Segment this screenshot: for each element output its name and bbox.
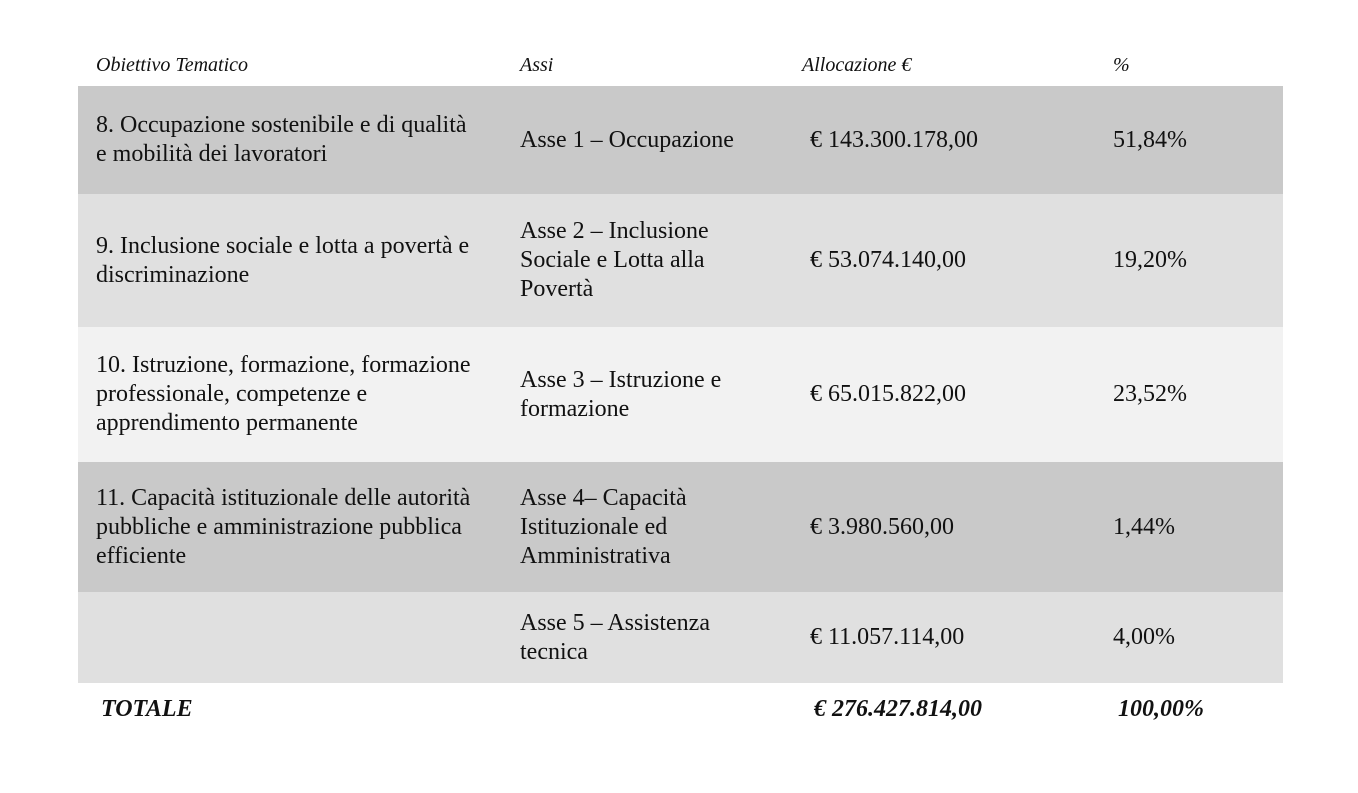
axis-cell: Asse 5 – Assistenza tecnica xyxy=(520,609,710,665)
allocation-cell: € 65.015.822,00 xyxy=(810,381,966,407)
percent-cell: 51,84% xyxy=(1113,126,1187,153)
axis-cell: Asse 3 – Istruzione e formazione xyxy=(520,366,722,422)
percent-cell: 19,20% xyxy=(1113,247,1187,273)
percent-cell: 4,00% xyxy=(1113,624,1175,650)
header-axes: Assi xyxy=(520,53,554,76)
table-row xyxy=(78,194,1283,327)
objective-cell: 9. Inclusione sociale e lotta a povertà e discriminazione xyxy=(96,232,470,288)
allocation-cell: € 3.980.560,00 xyxy=(810,513,954,540)
percent-cell: 1,44% xyxy=(1113,513,1175,540)
table-row xyxy=(78,592,1283,683)
total-row xyxy=(78,683,1283,735)
allocation-cell: € 11.057.114,00 xyxy=(810,624,965,650)
axis-cell: Asse 1 – Occupazione xyxy=(520,126,734,153)
header-allocation: Allocazione € xyxy=(802,53,912,76)
percent-cell: 23,52% xyxy=(1113,381,1187,407)
total-label: TOTALE xyxy=(101,695,193,722)
axis-cell: Asse 2 – Inclusione Sociale e Lotta alla Povertà xyxy=(520,218,709,302)
header-percent: % xyxy=(1113,53,1130,76)
allocation-table xyxy=(78,44,1283,735)
objective-cell: 11. Capacità istituzionale delle autorità pubbliche e amministrazione pubblica efficiente xyxy=(96,484,471,569)
header-objective: Obiettivo Tematico xyxy=(96,53,249,76)
table-row xyxy=(78,327,1283,462)
objective-cell: 8. Occupazione sostenibile e di qualità e mobilità dei lavoratori xyxy=(96,112,467,167)
axis-cell: Asse 4– Capacità Istituzionale ed Amministrativa xyxy=(520,484,687,569)
allocation-cell: € 53.074.140,00 xyxy=(810,247,966,273)
table-row xyxy=(78,462,1283,592)
objective-cell: 10. Istruzione, formazione, formazione professionale, competenze e apprendimento permanente xyxy=(96,352,471,436)
table-header-row xyxy=(78,44,1283,86)
total-percent: 100,00% xyxy=(1118,695,1204,722)
total-allocation: € 276.427.814,00 xyxy=(814,695,982,722)
table-row xyxy=(78,86,1283,194)
allocation-cell: € 143.300.178,00 xyxy=(810,126,978,153)
